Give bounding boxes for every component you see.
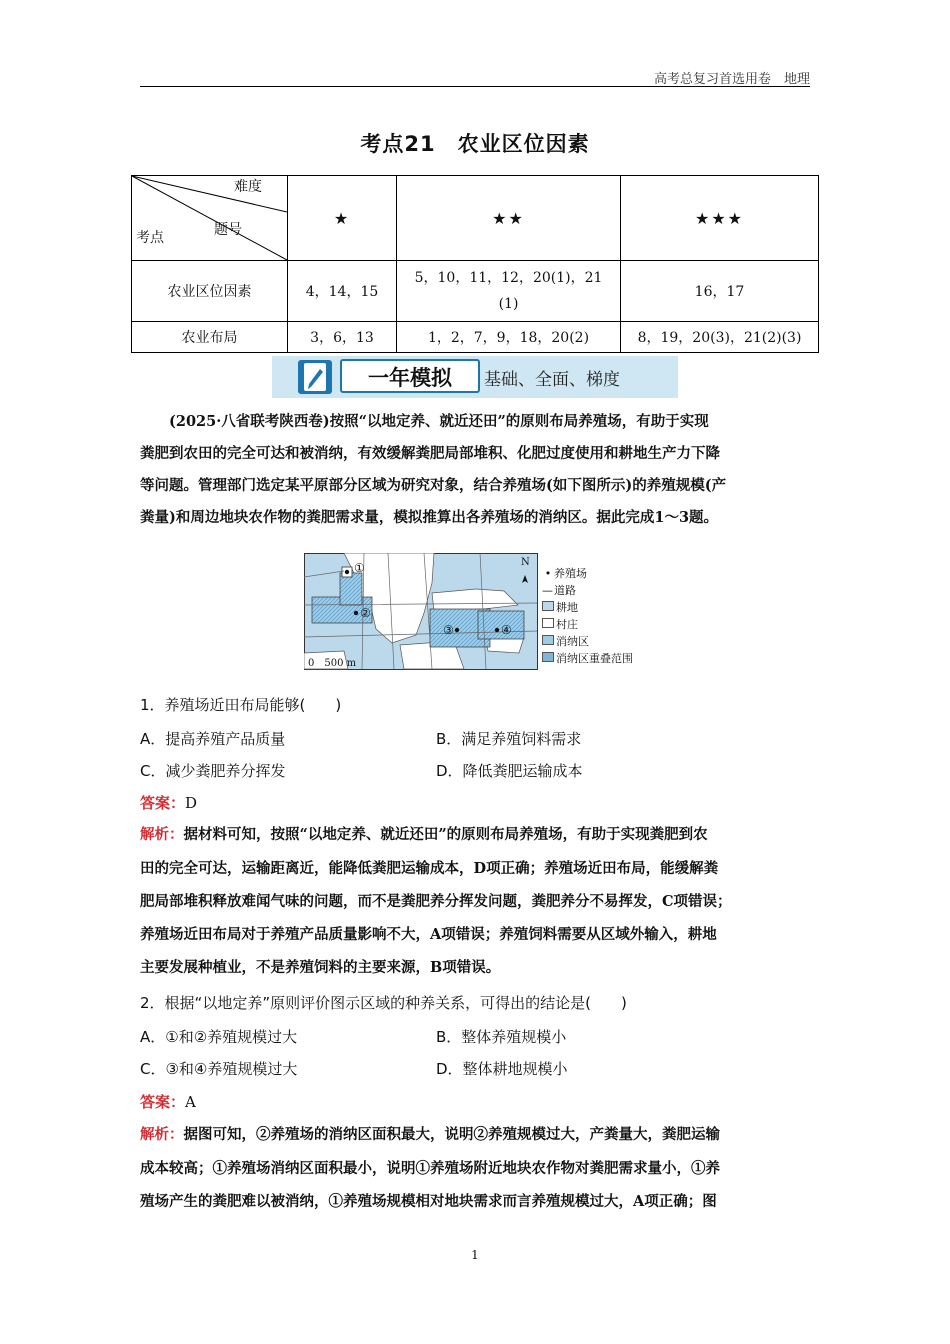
- q1-option-a: A．提高养殖产品质量: [140, 730, 286, 748]
- q2-stem: 2．根据“以地定养”原则评价图示区域的种养关系，可得出的结论是( ): [140, 994, 627, 1012]
- q1-option-c: C．减少粪肥养分挥发: [140, 762, 286, 780]
- banner-title: 一年模拟: [340, 359, 480, 393]
- answer-value: A: [185, 1093, 196, 1111]
- row-level-1: 4，14，15: [288, 261, 397, 322]
- q1-option-b: B．满足养殖饲料需求: [436, 730, 582, 748]
- topic-difficulty-table: [131, 175, 819, 353]
- difficulty-label: 难度: [234, 179, 262, 195]
- topic-label: 考点: [136, 230, 164, 246]
- intro-line: 等问题。管理部门选定某平原部分区域为研究对象，结合养殖场(如下图所示)的养殖规模(产: [140, 477, 727, 494]
- q1-answer: [140, 790, 197, 816]
- legend-item: —道路: [542, 584, 576, 597]
- row-topic: 农业布局: [132, 322, 288, 353]
- q2-answer: [140, 1089, 196, 1115]
- explanation-label: 解析：: [140, 827, 184, 843]
- map-legend: [542, 565, 633, 667]
- q2-option-d: D．整体耕地规模小: [436, 1060, 568, 1078]
- q2-option-c: C．③和④养殖规模过大: [140, 1060, 298, 1078]
- q1-explanation: 解析：据材料可知，按照“以地定养、就近还田”的原则布局养殖场，有助于实现粪肥到农 田的完全可达，运输距离近，能降低粪肥运输成本，D项正确；养殖场近田布局，能缓解粪 肥局部堆积释放难闻气味的问题，而不是粪肥养分挥发问题，粪肥养分不易挥发，C项错误； 养殖场近田布局对于养殖产品质量影响不大，A项错误；养殖饲料需要从区域外输入，耕地 主要发展种植业，不是养殖饲料的主要来源，B项错误。: [140, 826, 732, 976]
- legend-item: • 养殖场: [544, 567, 587, 580]
- intro-line: 粪量)和周边地块农作物的粪肥需求量，模拟推算出各养殖场的消纳区。据此完成1～3题。: [140, 509, 719, 526]
- q2-explanation: 解析：据图可知，②养殖场的消纳区面积最大，说明②养殖规模过大，产粪量大，粪肥运输 成本较高；①养殖场消纳区面积最小，说明①养殖场附近地块农作物对粪肥需求量小，①养 殖场产生的粪肥难以被消纳，①养殖场规模相对地块需求而言养殖规模过大，A项正确；图: [140, 1126, 720, 1210]
- north-label: N: [521, 557, 530, 568]
- page-number: 1: [471, 1248, 479, 1262]
- explanation-label: 解析：: [140, 1127, 184, 1143]
- intro-line: (2025·八省联考陕西卷)按照“以地定养、就近还田”的原则布局养殖场，有助于实现: [169, 413, 709, 430]
- farm-label: ③: [443, 623, 454, 637]
- corner-header-cell: [132, 176, 288, 261]
- row-level-2: 1，2，7，9，18，20(2): [397, 322, 621, 353]
- row-level-3: 8，19，20(3)，21(2)(3): [621, 322, 819, 353]
- row-level-2-line-2: (1): [498, 296, 519, 312]
- farm-label: ①: [354, 561, 365, 575]
- legend-item: 消纳区重叠范围: [542, 650, 633, 667]
- farm-label: ②: [360, 606, 371, 620]
- legend-item: 消纳区: [542, 633, 633, 650]
- answer-label: 答案：: [140, 1093, 186, 1111]
- pencil-icon: [298, 360, 332, 394]
- row-level-2-line-1: 5，10，11，12，20(1)，21: [414, 270, 603, 286]
- row-level-1: 3，6，13: [288, 322, 397, 353]
- q1-stem: 1．养殖场近田布局能够( ): [140, 696, 342, 714]
- study-area-map: [304, 553, 654, 671]
- banner-subtitle: 基础、全面、梯度: [484, 370, 620, 390]
- legend-item: 村庄: [542, 616, 633, 633]
- question-label: 题号: [214, 222, 242, 238]
- page-title: 考点21 农业区位因素: [360, 132, 590, 156]
- section-banner: [272, 356, 678, 398]
- table-row: [132, 261, 819, 322]
- intro-line: 粪肥到农田的完全可达和被消纳，有效缓解粪肥局部堆积、化肥过度使用和耕地生产力下降: [140, 445, 720, 462]
- q2-option-b: B．整体养殖规模小: [436, 1028, 567, 1046]
- diagonal-lines: [132, 176, 287, 260]
- level-1-header: ★: [288, 176, 397, 261]
- level-2-header: ★★: [397, 176, 621, 261]
- table-row: [132, 322, 819, 353]
- legend-item: 耕地: [542, 599, 633, 616]
- header-rule: [140, 86, 810, 87]
- farm-label: ④: [501, 623, 512, 637]
- q2-option-a: A．①和②养殖规模过大: [140, 1028, 298, 1046]
- row-level-2: [397, 261, 621, 322]
- level-3-header: ★★★: [621, 176, 819, 261]
- scale-bar: 0 500 m: [308, 658, 357, 669]
- intro-paragraph: [140, 406, 812, 534]
- q1-option-d: D．降低粪肥运输成本: [436, 762, 583, 780]
- answer-value: D: [185, 794, 198, 812]
- row-level-3: 16，17: [621, 261, 819, 322]
- row-topic: 农业区位因素: [132, 261, 288, 322]
- running-header: 高考总复习首选用卷 地理: [653, 72, 810, 87]
- answer-label: 答案：: [140, 794, 186, 812]
